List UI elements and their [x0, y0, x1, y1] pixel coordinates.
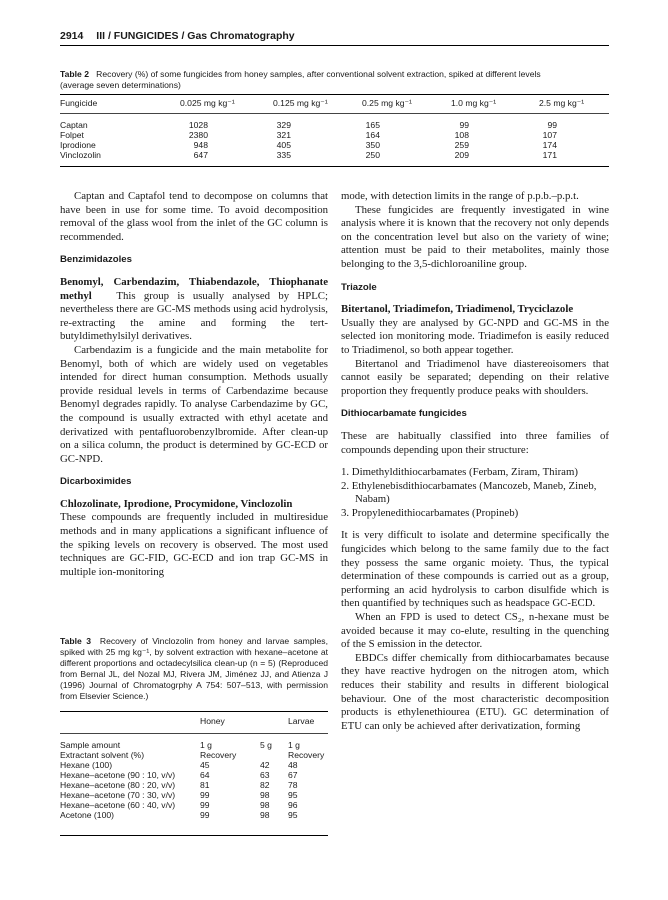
table-cell: 99 — [200, 800, 210, 810]
table-cell: 98 — [260, 790, 270, 800]
table2-header-cell: 2.5 mg kg⁻¹ — [539, 98, 585, 108]
section-heading-dithiocarbamates: Dithiocarbamate fungicides — [341, 408, 467, 420]
table3-label: Table 3 — [60, 636, 92, 646]
table-cell: 78 — [288, 780, 298, 790]
table-cell: 64 — [200, 770, 210, 780]
table-cell: 209 — [454, 150, 469, 160]
table-row — [60, 120, 609, 130]
table-cell: 67 — [288, 770, 298, 780]
family-list — [341, 466, 609, 520]
table-cell: 63 — [260, 770, 270, 780]
table-cell: 81 — [200, 780, 210, 790]
table-cell: 165 — [365, 120, 380, 130]
table2-header-rule — [60, 113, 609, 114]
table-cell: Hexane–acetone (80 : 20, v/v) — [60, 780, 176, 790]
paragraph — [60, 276, 328, 344]
paragraph: Carbendazim is a fungicide and the main metabolite for Benomyl, both of which are widely used on vegetables intended for direct human consumption. Methods usually provide residual levels in terms of Carbendazime because Benomyl degrades rapidly. To analyse Carbendazime by GC, the compound is usually extracted with ethyl acetate and derivatized with pentafluorobenzylbromide. After clean-up on a silica column, the product is determined by GC-ECD or GC-NPD. — [60, 343, 328, 465]
paragraph — [341, 303, 609, 357]
table-cell: 42 — [260, 760, 270, 770]
paragraph — [60, 498, 328, 580]
table-cell: 108 — [454, 130, 469, 140]
table-cell: 1 g — [288, 740, 300, 750]
table-row — [60, 770, 328, 780]
compound-list: Benomyl, Carbendazim, Thiabendazole, Thiophanate methyl — [60, 275, 328, 302]
table-cell: 250 — [365, 150, 380, 160]
table2-top-rule — [60, 94, 609, 95]
table-cell: 96 — [288, 800, 298, 810]
list-item: 3. Propylenedithiocarbamates (Propineb) — [341, 506, 519, 519]
table2-header-cell: Fungicide — [60, 98, 98, 108]
left-column — [60, 190, 328, 579]
paragraph: Captan and Captafol tend to decompose on columns that have been in use for some time. To avoid decomposition removal of the glass wool from the inlet of the GC column is recommended. — [60, 190, 328, 243]
table2-header-cell: 0.25 mg kg⁻¹ — [362, 98, 412, 108]
table-cell: Acetone (100) — [60, 810, 114, 820]
table-cell: 174 — [542, 140, 557, 150]
table-cell: 171 — [542, 150, 557, 160]
table3-header-cell: Larvae — [288, 716, 315, 726]
table-cell: 350 — [365, 140, 380, 150]
table2-header-cell: 0.025 mg kg⁻¹ — [180, 98, 235, 108]
running-header — [60, 30, 295, 42]
table-cell: Iprodione — [60, 140, 96, 150]
paragraph: These fungicides are frequently investigated in wine analysis where it is known that the recovery not only depends on the concentration level but also on the variety of wine; attention must be paid to their metabolites, mainly those belonging to the 3,5-dichloroaniline group. — [341, 203, 609, 270]
table2-header-cell: 1.0 mg kg⁻¹ — [451, 98, 497, 108]
paragraph-text: Usually they are analysed by GC-NPD and GC-MS in the selected ion monitoring mode. Triadimefon is easily reduced to Triadimenol, so both appear together. — [341, 316, 609, 356]
table-row — [60, 760, 328, 770]
table2-caption-line2: (average seven determinations) — [60, 80, 181, 90]
table-cell: 321 — [276, 130, 291, 140]
paragraph: It is very difficult to isolate and determine specifically the fungicides which belong to the same family due to the fact they possess the same organic moiety. Thus, the typical determination of these compounds is carried out as a group, performing an acid hydrolysis to carbon disulfide which is then quantified by techniques such as headspace GC-ECD. — [341, 529, 609, 610]
table-cell: 1 g — [200, 740, 212, 750]
paragraph: Bitertanol and Triadimenol have diastereoisomers that cannot easily be separated; depending on their relative proportion they frequently produce peaks with shoulders. — [341, 357, 609, 397]
table-row — [60, 150, 609, 160]
table-cell: 1028 — [188, 120, 208, 130]
table-cell: Vinclozolin — [60, 150, 101, 160]
table-cell: 45 — [200, 760, 210, 770]
table2-caption — [60, 69, 609, 91]
table-cell: 98 — [260, 810, 270, 820]
table2-header-row — [60, 98, 609, 108]
table-cell: 48 — [288, 760, 298, 770]
table-cell: 98 — [260, 800, 270, 810]
table-row — [60, 740, 328, 750]
table-cell: Captan — [60, 120, 88, 130]
list-item: 2. Ethylenebisdithiocarbamates (Mancozeb, Maneb, Zineb, Nabam) — [341, 479, 597, 506]
table-cell: Folpet — [60, 130, 84, 140]
table3-caption-text: Recovery of Vinclozolin from honey and larvae samples, spiked with 25 mg kg⁻¹, by solvent extraction with hexane–acetone at different proportions and octadecylsilica clean-up (n = 5) (Reproduced from Bernal JL, del Nozal MJ, Rivera JM, Jiménez JJ, and Atienza J (1996) Journal of Chromatogrphy A 754: 507–513, with permission from Elsevier Science.) — [60, 636, 328, 701]
table3-top-rule — [60, 711, 328, 712]
table-cell: Sample amount — [60, 740, 121, 750]
table-cell: 99 — [200, 810, 210, 820]
paragraph: These are habitually classified into three families of compounds depending upon their structure: — [341, 429, 609, 456]
paragraph-text: This group is usually analysed by HPLC; nevertheless there are GC-MS methods using acid hydrolysis, re-extracting the amine and forming the tert-butyldimethylsilyl derivatives. — [60, 289, 328, 343]
running-title: III / FUNGICIDES / Gas Chromatography — [96, 30, 295, 42]
table-cell: Hexane–acetone (60 : 40, v/v) — [60, 800, 176, 810]
table-cell: Hexane (100) — [60, 760, 113, 770]
table-cell: 82 — [260, 780, 270, 790]
table-row — [60, 800, 328, 810]
table-cell: 107 — [542, 130, 557, 140]
section-heading-triazole: Triazole — [341, 281, 377, 293]
table-cell: Hexane–acetone (90 : 10, v/v) — [60, 770, 176, 780]
section-heading-dicarboximides: Dicarboximides — [60, 476, 132, 488]
table2-label: Table 2 — [60, 69, 89, 79]
table3-header-cell: Honey — [200, 716, 225, 726]
table-row — [60, 810, 328, 820]
table-cell: 948 — [193, 140, 208, 150]
table3-caption — [60, 636, 328, 702]
table-cell: 335 — [276, 150, 291, 160]
table-cell: 99 — [547, 120, 557, 130]
page-number: 2914 — [60, 30, 84, 42]
table-cell: 259 — [454, 140, 469, 150]
table-row — [60, 790, 328, 800]
paragraph: mode, with detection limits in the range of p.p.b.–p.p.t. — [341, 190, 579, 202]
table-row — [60, 780, 328, 790]
table-cell: Hexane–acetone (70 : 30, v/v) — [60, 790, 176, 800]
table2-caption-line1: Recovery (%) of some fungicides from honey samples, after conventional solvent extraction, spiked at different levels — [96, 69, 541, 79]
right-column — [341, 190, 609, 733]
table-cell: 95 — [288, 810, 298, 820]
table-row — [60, 750, 328, 760]
table-cell: Recovery — [200, 750, 237, 760]
table-row — [60, 130, 609, 140]
table3-header-row — [60, 716, 328, 726]
table2-header-cell: 0.125 mg kg⁻¹ — [273, 98, 328, 108]
section-heading-benzimidazoles: Benzimidazoles — [60, 254, 132, 266]
table-cell: 99 — [200, 790, 210, 800]
paragraph: EBDCs differ chemically from dithiocarbamates because they have reactive hydrogen on the nitrogen atom, which reduces their stability and results in different biological behaviour. One of the most characteristic decomposition products is ethylenethiourea (ETU). GC determination of ETU can only be achieved after derivatization, forming — [341, 651, 609, 732]
table-cell: 329 — [276, 120, 291, 130]
table-cell: 164 — [365, 130, 380, 140]
table-cell: 647 — [193, 150, 208, 160]
table3-bottom-rule — [60, 835, 328, 836]
table-cell: 5 g — [260, 740, 272, 750]
paragraph: When an FPD is used to detect CS₂, n-hexane must be avoided because it may co-elute, resulting in the quenching of the S emission in the detector. — [341, 611, 609, 651]
table-cell: Recovery — [288, 750, 325, 760]
table-cell: 95 — [288, 790, 298, 800]
compound-list: Chlozolinate, Iprodione, Procymidone, Vinclozolin — [60, 497, 293, 510]
table2-bottom-rule — [60, 166, 609, 167]
paragraph-text: These compounds are frequently included in multiresidue methods and in many applications a significant influence of the spiking levels on recovery is observed. The most used techniques are GC-FID, GC-ECD and ion trap GC-MS in multiple ion-monitoring — [60, 511, 328, 578]
table-cell: 99 — [459, 120, 469, 130]
list-item: 1. Dimethyldithiocarbamates (Ferbam, Ziram, Thiram) — [341, 466, 578, 479]
header-rule — [60, 45, 609, 46]
table-row — [60, 140, 609, 150]
table-cell: 2380 — [188, 130, 208, 140]
table-cell: Extractant solvent (%) — [60, 750, 145, 760]
table-cell: 405 — [276, 140, 291, 150]
table3-header-rule — [60, 733, 328, 734]
compound-list: Bitertanol, Triadimefon, Triadimenol, Tryciclazole — [341, 303, 574, 316]
